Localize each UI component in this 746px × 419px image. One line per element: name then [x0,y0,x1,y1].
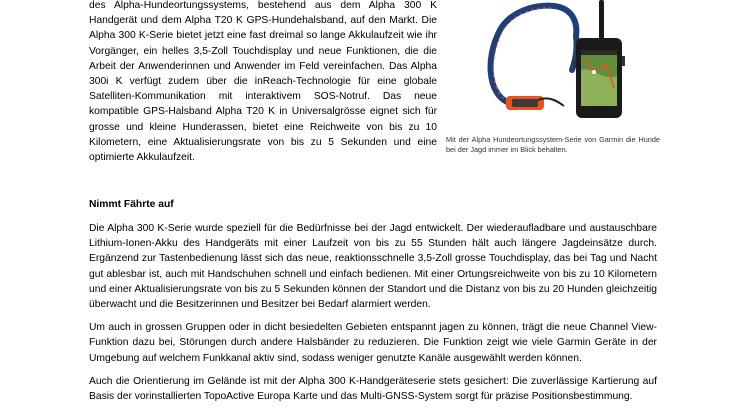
body-paragraph: Auch die Orientierung im Gelände ist mit der Alpha 300 K-Handgeräteserie stets gesichert: Die zuverlässige Kartierung auf Basis der vorinstallierten TopoActive Europa Karte und das Multi-GNSS-System sorgt für präzise Positionsbestimmung. [89,375,657,403]
section-heading: Nimmt Fährte auf [89,199,174,210]
body-paragraph: Um auch in grossen Gruppen oder in dicht besiedelten Gebieten entspannt jagen zu können, trägt die neue Channel View-Funktion dazu bei, Störungen durch andere Halsbänder zu reduzieren. Die Funktion zeigt wie viele Garmin Geräte in der Umgebung auf welchem Funkkanal aktiv sind, sodass weniger genutzte Kanäle ausgewählt werden können. [89,322,657,364]
figure-caption: Mit der Alpha Hundeortungssystem-Serie von Garmin die Hunde bei der Jagd immer im Blick behalten. [446,135,660,155]
intro-column [89,0,437,165]
body-paragraph: Die Alpha 300 K-Serie wurde speziell für die Bedürfnisse bei der Jagd entwickelt. Der wiederaufladbare und austauschbare Lithium-Ionen-Akku des Handgeräts mit einer Laufzeit von bis zu 55 Stunden hält auch längere Jagdeinsätze durch. Ergänzend zur Tastenbedienung lässt sich das neue, reaktionsschnelle 3,5-Zoll grosse Touchdisplay, das bei Tag und Nacht gut ablesbar ist, auch mit Handschuhen schnell und einfach bedienen. Mit einer Ortungsreichweite von bis zu 10 Kilometern und einer Aktualisierungsrate von bis zu 5 Sekunden können der Standort und die Distanz von bis zu 20 Hunden gleichzeitig überwacht und die Besitzerinnen und Besitzer bei Bedarf alarmiert werden. [89,223,657,311]
intro-paragraph: des Alpha-Hundeortungssystems, bestehend aus dem Alpha 300 K Handgerät und dem Alpha T20 K GPS-Hundehalsband, auf den Markt. Die Alpha 300 K-Serie bietet jetzt eine fast dreimal so lange Akkulaufzeit wie ihr Vorgänger, ein helles 3,5-Zoll Touchdisplay und neue Funktionen, die die Arbeit der Anwenderinnen und Anwender im Feld vereinfachen. Das Alpha 300i K verfügt zudem über die inReach-Technologie für eine globale Satelliten-Kommunikation mit interaktivem SOS-Notruf. Das neue kompatible GPS-Halsband Alpha T20 K in Universalgrösse eignet sich für grosse und kleine Hunderassen, bietet eine Reichweite von bis zu 10 Kilometern, eine Aktualisierungsrate von bis zu 5 Sekunden und eine optimierte Akkulaufzeit. [89,0,437,164]
collar-strap [491,6,577,104]
product-image [444,0,664,122]
section-body [89,221,657,412]
